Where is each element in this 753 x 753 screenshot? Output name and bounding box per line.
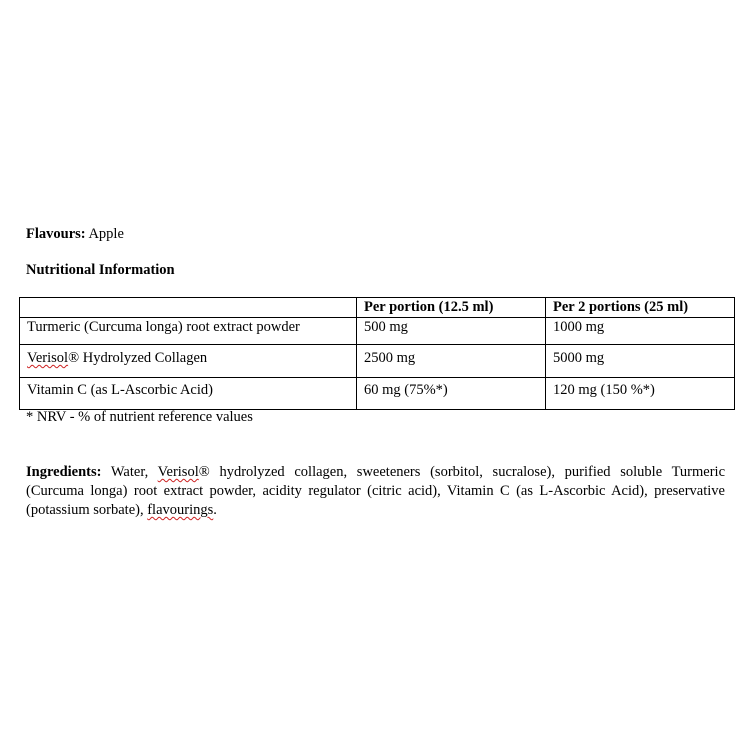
per-portion-value: 2500 mg <box>357 345 546 378</box>
per-two-portions-value: 120 mg (150 %*) <box>546 378 735 410</box>
per-portion-value: 60 mg (75%*) <box>357 378 546 410</box>
per-two-portions-value: 5000 mg <box>546 345 735 378</box>
ingredients-label: Ingredients: <box>26 464 102 480</box>
column-header-per-two-portions: Per 2 portions (25 ml) <box>546 298 735 318</box>
flavours-value: Apple <box>88 226 124 242</box>
column-header-per-portion: Per portion (12.5 ml) <box>357 298 546 318</box>
nutrient-name: Turmeric (Curcuma longa) root extract powder <box>20 318 357 345</box>
flavours-line <box>26 226 124 243</box>
table-row <box>20 318 735 345</box>
per-two-portions-value: 1000 mg <box>546 318 735 345</box>
nutrition-table <box>19 297 735 410</box>
per-portion-value: 500 mg <box>357 318 546 345</box>
flavours-label: Flavours: <box>26 226 86 242</box>
column-header-nutrient <box>20 298 357 318</box>
spellcheck-marked-word: Verisol <box>27 350 69 366</box>
nutrient-name: Vitamin C (as L-Ascorbic Acid) <box>20 378 357 410</box>
table-row <box>20 378 735 410</box>
spellcheck-marked-word: flavourings <box>147 502 214 518</box>
table-header-row <box>20 298 735 318</box>
ingredients-paragraph: Ingredients: Water, Verisol® hydrolyzed collagen, sweeteners (sorbitol, sucralose), purified soluble Turmeric (Curcuma longa) root extract powder, acidity regulator (citric acid), Vitamin C (as L-Ascorbic Acid), preservative (potassium sorbate), flavourings. <box>26 464 725 518</box>
nutrient-name: Verisol® Hydrolyzed Collagen <box>20 345 357 378</box>
nrv-footnote: * NRV - % of nutrient reference values <box>26 409 253 425</box>
spellcheck-marked-word: Verisol <box>157 464 199 480</box>
table-row <box>20 345 735 378</box>
nutrition-heading: Nutritional Information <box>26 262 175 278</box>
